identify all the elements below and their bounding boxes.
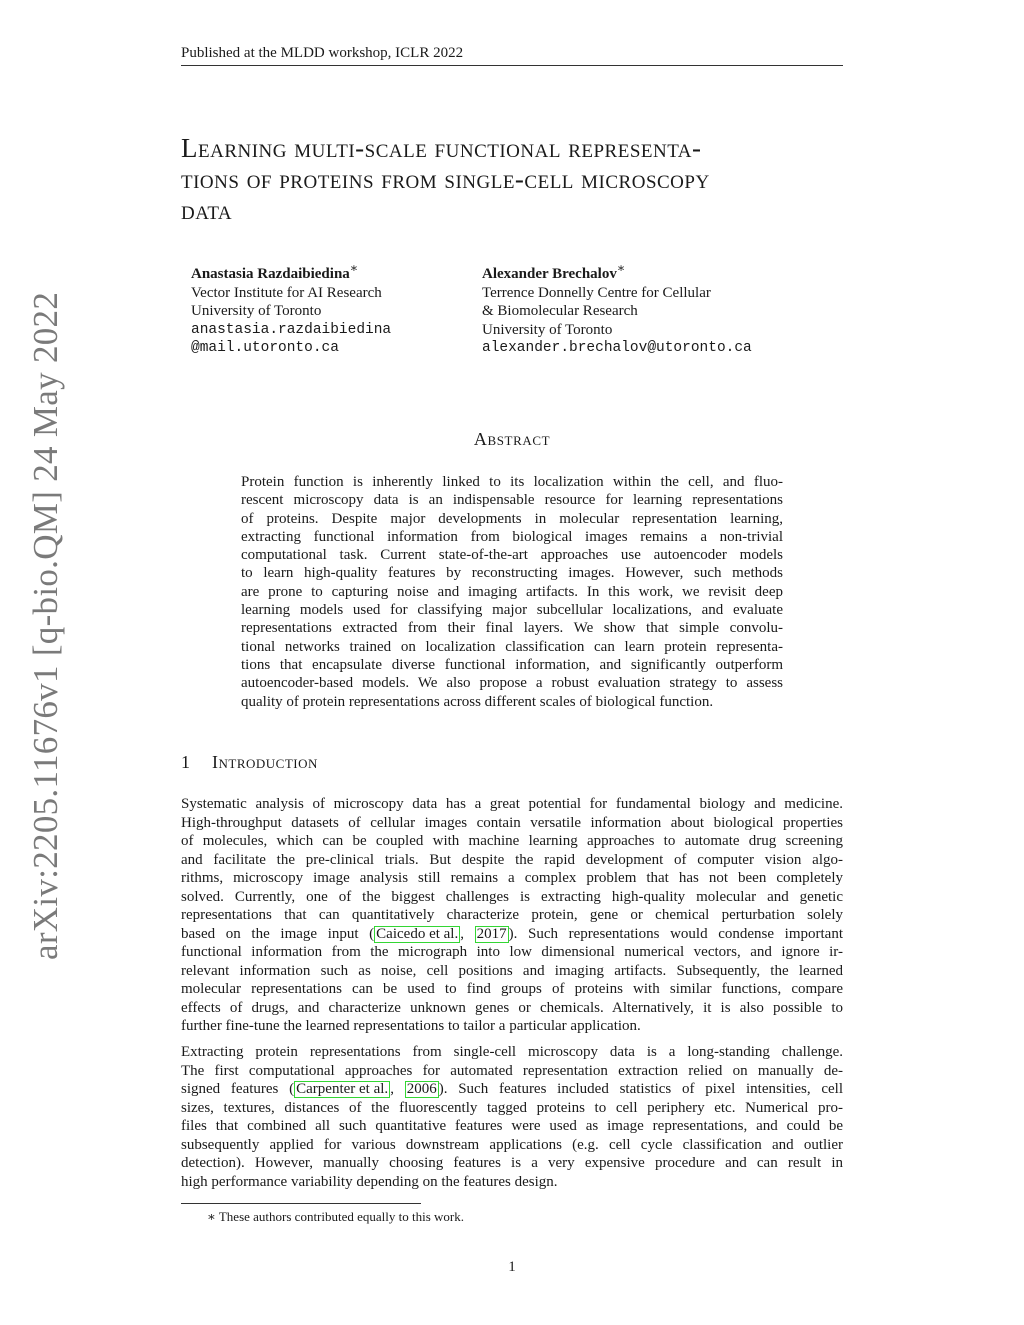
- footnote-mark: ∗: [207, 1209, 216, 1224]
- paragraph-line: extracting functional information from biological images remains a non-trivial: [241, 528, 783, 545]
- paragraph-line: sizes, textures, distances of the fluorescently tagged proteins to cell periphery etc. Numerical pro-: [181, 1099, 843, 1116]
- abstract-heading: Abstract: [473, 429, 551, 449]
- paragraph-line: learning models used for classifying major subcellular localizations, and evaluate: [241, 602, 783, 619]
- paragraph-line: computational task. Current state-of-the-art approaches use autoencoder models: [241, 547, 783, 564]
- paragraph-line: effects of drugs, and characterize unknown genes or chemicals. Alternatively, it is also possible to: [181, 999, 843, 1016]
- paragraph-line: detection). However, manually choosing features is a very expensive procedure and can result in: [181, 1155, 843, 1171]
- author-block-1: [191, 259, 391, 358]
- paragraph-line: high performance variability depending on the features design.: [181, 1173, 558, 1190]
- section-title: Introduction: [212, 752, 318, 772]
- section-number: 1: [181, 752, 191, 772]
- footnote-rule: [181, 1203, 421, 1204]
- paragraph-line: tions that encapsulate diverse functional information, and significantly outperform: [241, 656, 783, 673]
- citation-link[interactable]: Carpenter et al.: [296, 1081, 389, 1097]
- paragraph-line: functional information from the micrograph into low dimensional numerical vectors, and ignore ir-: [181, 944, 843, 960]
- author-block-2: [482, 259, 752, 358]
- author-name: Anastasia Razdaibiedina: [191, 266, 350, 282]
- paragraph-line: rithms, microscopy image analysis still remains a complex problem that has not been completely: [181, 870, 843, 886]
- author-affiliation: Vector Institute for AI Research: [191, 284, 382, 301]
- page-number: 1: [508, 1259, 516, 1275]
- abstract-body: [241, 473, 783, 711]
- paragraph-line: based on the image input ( Caicedo et al. , 2017 ). Such representations would condense important: [181, 925, 843, 942]
- title-line: tions of proteins from single-cell microscopy: [181, 164, 710, 194]
- author-affiliation: University of Toronto: [482, 321, 613, 338]
- paragraph-line: files that combined all such quantitative features were used as image representations, and could be: [181, 1118, 843, 1134]
- paragraph-line: rescent microscopy data is an indispensable resource for learning representations: [241, 492, 783, 509]
- title-line: Learning multi-scale functional representa-: [181, 133, 702, 163]
- running-header: Published at the MLDD workshop, ICLR 2022: [181, 45, 464, 61]
- paragraph-line: quality of protein representations across different scales of biological function.: [241, 693, 714, 710]
- author-name: Alexander Brechalov: [482, 266, 617, 282]
- paragraph-line: autoencoder-based models. We also propose a robust evaluation strategy to assess: [241, 675, 783, 692]
- paragraph-line: and facilitate the pre-clinical trials. But despite the rapid development of computer vision algo-: [181, 851, 843, 868]
- paper-title: [181, 133, 861, 226]
- paragraph-line: to learn high-quality features by reconstructing images. However, such methods: [241, 565, 783, 582]
- citation-year-link[interactable]: 2017: [476, 925, 507, 942]
- paragraph-line: subsequently applied for various downstream applications (e.g. cell cycle classification and outlier: [181, 1136, 843, 1153]
- paragraph-line: solved. Currently, one of the biggest challenges is extracting high-quality molecular and genetic: [181, 888, 843, 905]
- citation-year-link[interactable]: 2006: [406, 1081, 437, 1097]
- author-affiliation: University of Toronto: [191, 303, 322, 319]
- section-heading-introduction: [181, 752, 318, 773]
- paragraph-line: of molecules, which can be coupled with machine learning approaches to automate drug screening: [181, 833, 843, 849]
- arxiv-sidebar-stamp: arXiv:2205.11676v1 [q-bio.QM] 24 May 2022: [26, 291, 65, 960]
- paragraph-line: relevant information such as noise, cell positions and imaging artifacts. Subsequently, the learned: [181, 962, 843, 979]
- paragraph-line: Extracting protein representations from single-cell microscopy data is a long-standing challenge.: [181, 1044, 843, 1060]
- author-email[interactable]: alexander.brechalov@utoronto.ca: [482, 340, 752, 356]
- author-email[interactable]: @mail.utoronto.ca: [191, 340, 339, 356]
- paragraph-line: Protein function is inherently linked to its localization within the cell, and fluo-: [241, 474, 783, 490]
- header-rule: [181, 65, 843, 66]
- paragraph-line: molecular representations can be used to find groups of proteins with similar functions, compare: [181, 981, 843, 997]
- citation-link[interactable]: Caicedo et al.: [376, 925, 459, 942]
- paragraph-line: representations that can quantitatively characterize protein, gene or chemical perturbation solely: [181, 907, 843, 923]
- author-mark: ∗: [349, 261, 359, 275]
- footnote: [207, 1209, 464, 1225]
- paragraph-line: High-throughput datasets of cellular images contain versatile information about biological properties: [181, 814, 843, 831]
- author-mark: ∗: [616, 261, 626, 275]
- paragraph-line: representations extracted from their final layers. We show that simple convolu-: [241, 620, 783, 637]
- title-line: data: [181, 195, 233, 225]
- author-affiliation: Terrence Donnelly Centre for Cellular: [482, 284, 711, 301]
- paragraph-line: signed features ( Carpenter et al. , 2006 ). Such features included statistics of pixel intensities, cell: [181, 1081, 843, 1097]
- intro-paragraph-1: [181, 795, 843, 1036]
- paragraph-line: of proteins. Despite major developments in molecular representation learning,: [241, 510, 783, 527]
- paragraph-line: Systematic analysis of microscopy data has a great potential for fundamental biology and medicine.: [181, 796, 843, 812]
- author-email[interactable]: anastasia.razdaibiedina: [191, 321, 392, 338]
- author-affiliation: & Biomolecular Research: [482, 303, 638, 319]
- footnote-text: These authors contributed equally to this work.: [215, 1209, 464, 1224]
- paragraph-line: tional networks trained on localization classification can learn protein representa-: [241, 638, 783, 655]
- intro-paragraph-2: [181, 1043, 843, 1191]
- paragraph-line: The first computational approaches for automated representation extraction relied on manually de-: [181, 1062, 843, 1079]
- paragraph-line: further fine-tune the learned representations to tailor a particular application.: [181, 1018, 641, 1034]
- paragraph-line: are prone to capturing noise and imaging artifacts. In this work, we revisit deep: [241, 583, 783, 600]
